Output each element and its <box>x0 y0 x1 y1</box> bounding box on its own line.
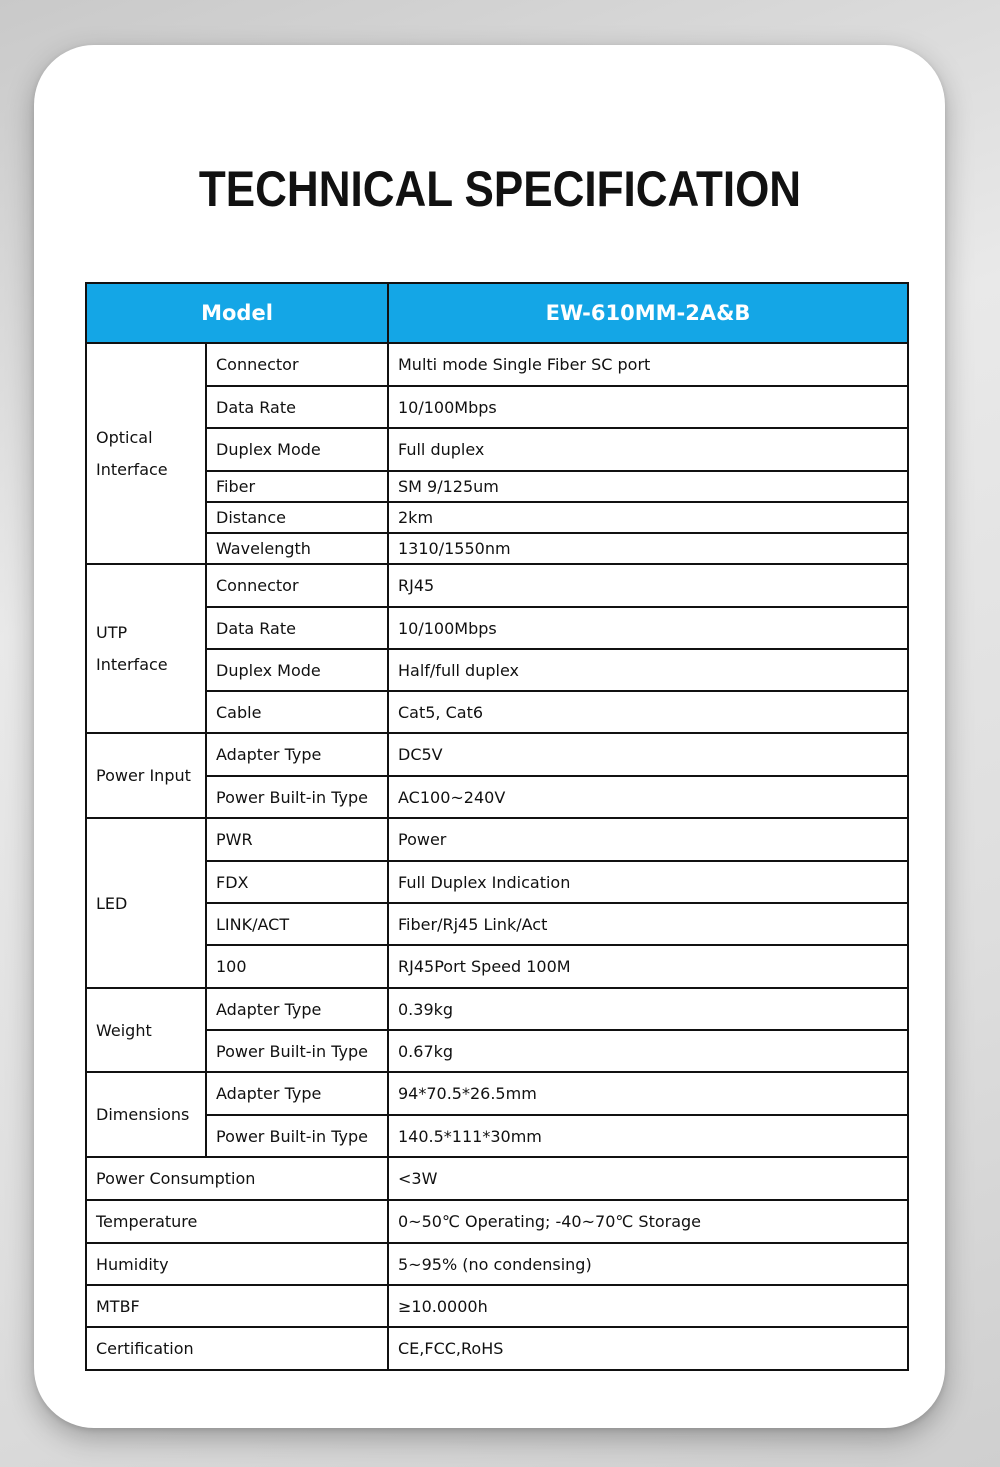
table-row <box>86 649 908 691</box>
table-row <box>86 1243 908 1285</box>
row-value: 10/100Mbps <box>388 607 908 649</box>
row-value: Full duplex <box>388 428 908 471</box>
group-optical-interface <box>86 343 206 564</box>
group-label: Optical <box>96 427 153 447</box>
table-row <box>86 903 908 945</box>
row-value: DC5V <box>388 733 908 776</box>
row-key: Cable <box>206 691 388 733</box>
row-value: Full Duplex Indication <box>388 861 908 903</box>
row-value: <3W <box>388 1157 908 1200</box>
table-row <box>86 818 908 861</box>
group-label: UTP <box>96 622 128 642</box>
table-row <box>86 988 908 1030</box>
header-model-value: EW-610MM-2A&B <box>388 283 908 343</box>
row-key: Wavelength <box>206 533 388 564</box>
table-row <box>86 471 908 502</box>
row-key: Humidity <box>86 1243 388 1285</box>
row-key: Duplex Mode <box>206 649 388 691</box>
row-key: Data Rate <box>206 386 388 428</box>
table-row <box>86 776 908 818</box>
row-value: 94*70.5*26.5mm <box>388 1072 908 1115</box>
spec-table <box>85 282 909 1371</box>
row-value: 0.67kg <box>388 1030 908 1072</box>
row-value: 10/100Mbps <box>388 386 908 428</box>
table-row <box>86 691 908 733</box>
group-weight: Weight <box>86 988 206 1072</box>
row-value: RJ45Port Speed 100M <box>388 945 908 988</box>
row-key: Power Built-in Type <box>206 1030 388 1072</box>
table-row <box>86 533 908 564</box>
row-key: PWR <box>206 818 388 861</box>
group-dimensions: Dimensions <box>86 1072 206 1157</box>
group-utp-interface <box>86 564 206 733</box>
table-row <box>86 1072 908 1115</box>
row-key: Power Consumption <box>86 1157 388 1200</box>
row-key: Power Built-in Type <box>206 1115 388 1157</box>
group-label: Interface <box>96 459 168 479</box>
row-key: 100 <box>206 945 388 988</box>
row-value: 140.5*111*30mm <box>388 1115 908 1157</box>
row-value: 5~95% (no condensing) <box>388 1243 908 1285</box>
row-value: 1310/1550nm <box>388 533 908 564</box>
row-value: Power <box>388 818 908 861</box>
row-key: Adapter Type <box>206 1072 388 1115</box>
row-value: Half/full duplex <box>388 649 908 691</box>
row-key: FDX <box>206 861 388 903</box>
row-key: Temperature <box>86 1200 388 1243</box>
table-row <box>86 861 908 903</box>
group-power-input: Power Input <box>86 733 206 818</box>
table-row <box>86 1030 908 1072</box>
row-key: Connector <box>206 564 388 607</box>
group-led: LED <box>86 818 206 988</box>
row-value: Fiber/Rj45 Link/Act <box>388 903 908 945</box>
row-value: Multi mode Single Fiber SC port <box>388 343 908 386</box>
table-row <box>86 564 908 607</box>
row-key: Power Built-in Type <box>206 776 388 818</box>
page-title: TECHNICAL SPECIFICATION <box>198 161 802 217</box>
table-row <box>86 502 908 533</box>
row-key: MTBF <box>86 1285 388 1327</box>
row-value: AC100~240V <box>388 776 908 818</box>
table-row <box>86 607 908 649</box>
table-row <box>86 1157 908 1200</box>
row-key: Data Rate <box>206 607 388 649</box>
row-key: Distance <box>206 502 388 533</box>
row-key: Duplex Mode <box>206 428 388 471</box>
table-row <box>86 386 908 428</box>
row-value: 0.39kg <box>388 988 908 1030</box>
row-key: Certification <box>86 1327 388 1370</box>
row-key: Adapter Type <box>206 733 388 776</box>
row-value: CE,FCC,RoHS <box>388 1327 908 1370</box>
row-value: SM 9/125um <box>388 471 908 502</box>
table-row <box>86 1327 908 1370</box>
row-value: ≥10.0000h <box>388 1285 908 1327</box>
row-key: Connector <box>206 343 388 386</box>
table-header-row <box>86 283 908 343</box>
row-key: LINK/ACT <box>206 903 388 945</box>
table-row <box>86 343 908 386</box>
row-key: Fiber <box>206 471 388 502</box>
row-value: 2km <box>388 502 908 533</box>
table-row <box>86 1285 908 1327</box>
row-key: Adapter Type <box>206 988 388 1030</box>
table-row <box>86 1200 908 1243</box>
table-row <box>86 1115 908 1157</box>
table-row <box>86 428 908 471</box>
table-row <box>86 733 908 776</box>
row-value: Cat5, Cat6 <box>388 691 908 733</box>
header-model: Model <box>86 283 388 343</box>
row-value: RJ45 <box>388 564 908 607</box>
table-row <box>86 945 908 988</box>
row-value: 0~50℃ Operating; -40~70℃ Storage <box>388 1200 908 1243</box>
group-label: Interface <box>96 654 168 674</box>
